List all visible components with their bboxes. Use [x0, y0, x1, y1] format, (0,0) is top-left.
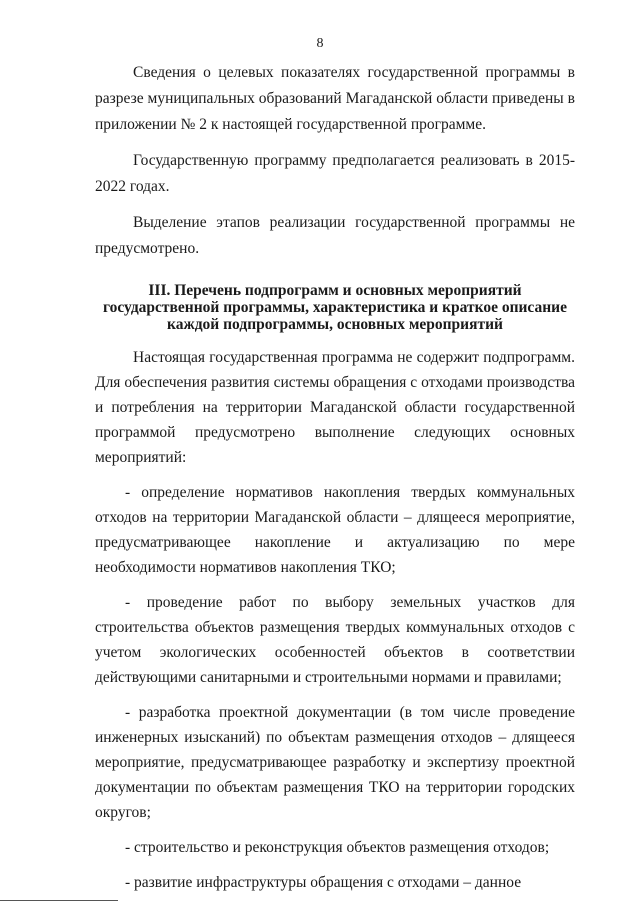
section-heading-line-2: государственной программы, характеристика и краткое описание: [102, 299, 567, 316]
list-item: - определение нормативов накопления твердых коммунальных отходов на территории Магаданской области – длящееся мероприятие, предусматривающее накопление и актуализацию по мере необходимости нормативов накопления ТКО;: [95, 484, 575, 576]
list-item: - разработка проектной документации (в том числе проведение инженерных изысканий) по объектам размещения отходов – длящееся мероприятие, предусматривающее разработку и экспертизу проектной документации по объектам размещения ТКО на территории городских округов;: [95, 704, 575, 821]
list-item: - проведение работ по выбору земельных участков для строительства объектов размещения твердых коммунальных отходов с учетом экологических особенностей объектов в соответствии действующими санитарными и строительными нормами и правилами;: [95, 594, 575, 686]
section-heading-line-1: III. Перечень подпрограмм и основных мероприятий: [148, 282, 522, 299]
section-heading: [95, 282, 575, 333]
paragraph-intro: Настоящая государственная программа не содержит подпрограмм. Для обеспечения развития системы обращения с отходами производства и потребления на территории Магаданской области государственной программой предусмотрено выполнение следующих основных мероприятий:: [95, 349, 575, 466]
list-item: - строительство и реконструкция объектов размещения отходов;: [125, 839, 550, 856]
document-body: [95, 60, 575, 895]
paragraph-implementation-period: Государственную программу предполагается реализовать в 2015-2022 годах.: [95, 152, 575, 195]
bottom-edge-line: [0, 900, 118, 901]
list-item: - развитие инфраструктуры обращения с отходами – данное: [125, 874, 522, 891]
page-number: 8: [316, 36, 324, 51]
paragraph-targets-info: Сведения о целевых показателях государственной программы в разрезе муниципальных образований Магаданской области приведены в приложении № 2 к настоящей государственной программе.: [95, 64, 575, 133]
paragraph-no-stages: Выделение этапов реализации государственной программы не предусмотрено.: [95, 214, 575, 257]
section-heading-line-3: каждой подпрограммы, основных мероприятий: [167, 316, 503, 333]
